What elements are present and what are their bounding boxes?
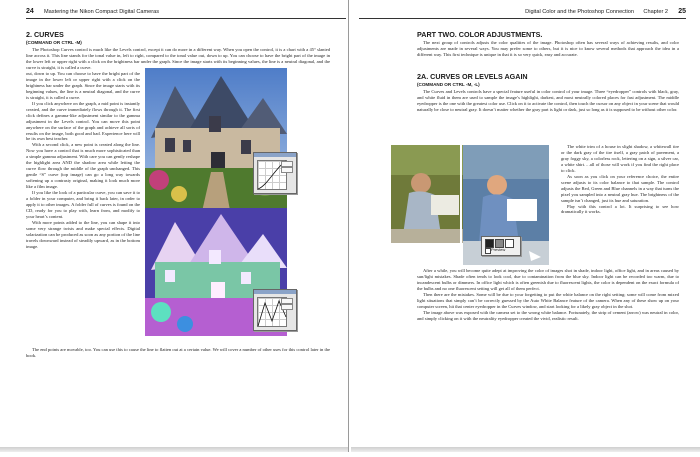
section-title-curves: 2. CURVES [26,30,64,39]
curves-paragraph-2: If you click anywhere on the graph, a mid point is instantly created, and the curve immediately flows through it. The first click defines a gamma-like adjustment similar to the gamma adjustment in the Levels control. You can move this point anywhere on the surface of the graph and achieve all sorts of results on the image, both good and bad. Experience here will be its own best teacher. [26,100,140,142]
eyedropper-panel [481,236,521,256]
left-page-number: 24 [26,8,34,15]
curves-paragraph-6: The end points are movable, too. You can use this to cause the line to flatten out at a certain value. We will cover a number of other uses for this control later in the book. [26,347,330,358]
curves-levels-text-beside [561,144,679,270]
curves-dialog-bottom-titlebar [254,290,296,294]
right-running-head: Digital Color and the Photoshop Connection [525,9,634,15]
curves-levels-paragraph-5: After a while, you will become quite adept at improving the color of images shot in shade, indoor light, office light, and in areas caused by sun/light mistakes. Shade often tends to look cool, due to contamination from the blue sky. Indoor light can be recorded too warm, due to incandescent bulbs or dimmers. In office light which is often greenish due to fluorescent lights, the color is dependent on the exact formula of the bulbs and no one fluorescent setting will get all of them perfect. [417,268,679,291]
curves-text-column [26,71,140,353]
curves-dialog-top-titlebar [254,153,296,157]
part-two-title: PART TWO. COLOR ADJUSTMENTS. [417,30,543,39]
white-balance-photos-art [391,145,549,265]
left-running-header [26,6,346,19]
curves-text-end [26,347,330,371]
part-two-intro [417,40,679,64]
curves-dialog-top [253,152,297,194]
curves-cancel-button-top[interactable] [281,167,293,173]
right-page-number: 25 [678,8,686,15]
curves-paragraph-3: With a second click, a new point is created along the line. Now you have a control that is much more sophisticated than a simple gamma adjustment. With care you can gently reshape the highlight area AND the shadow area while letting the curve flow through the middle of the graph unchanged. This gentle “S” curve (top image) can go a long way towards softening up a contrasty original, making it look much more like a film image. [26,142,140,190]
curves-command: (COMMAND OR CTRL -M) [26,40,82,45]
curves-levels-command: (COMMAND OR CTRL -M, -L) [417,82,480,87]
section-title-curves-levels: 2A. CURVES OR LEVELS AGAIN [417,72,528,81]
curves-cancel-button-bottom[interactable] [281,304,293,310]
right-chapter: Chapter 2 [643,9,668,15]
preview-label: Preview [491,247,506,252]
curves-levels-paragraph-4: Play with this control a lot. It surprising to see how dramatically it works. [561,203,679,215]
left-page-edge [0,447,348,452]
white-balance-photos [391,145,549,265]
curves-levels-paragraph-3: As soon as you click on your reference choice, the entire scene adjusts to its color balance to that sample. The control adjusts the Red, Green and Blue channels in a way that turns the pixel you sampled into a neutral gray hue. The brightness of the sample isn’t changed, just its hue and saturation. [561,173,679,203]
left-page [0,0,349,452]
curves-levels-paragraph-7: The image above was exposed with the camera set to the wrong white balance. Fortunately, the strip of cement (arrow) was neutral in color, and simply clicking on it with the neutrality eyedropper created the vivid, realistic result. [417,309,679,321]
curves-levels-paragraph-6: Then there are the mistakes. Some will be due to your forgetting to put the white balance on the right setting; some will come from mixed light situations that simply can’t be correctly guessed by the Auto White Balance feature of the camera. When any of these show up on your computer screen, hit that center eyedropper in the Curves window, and start looking for a likely gray object in the shot. [417,291,679,309]
left-running-head: Mastering the Nikon Compact Digital Cameras [44,9,160,15]
curves-levels-text-bottom [417,268,679,380]
right-page-edge [351,447,700,452]
curves-paragraph-1-cont: out, down to up. You can choose to have the bright part of the image in the lower left or upper right with a click on the brightness bar under the graph. Since the image starts with its beginning values, the line is a neutral diagonal, and the curve is straight, it is called a curve. [26,71,140,100]
curves-levels-text-top [417,89,679,137]
curves-dialog-bottom [253,289,297,331]
curves-paragraph-1: The Photoshop Curves control is much like the Levels control, except it can do more in a different way. When you open the control, it is a chart with a 45° slanted line across it. This line stands for the tonal value in, left to right, compared to the tonal value out, down to up. You can choose to have the bright part of the image in the lower left or upper right with a click on the brightness bar under the graph. Since the image starts with its beginning values, the line is a neutral diagonal, and the curve is straight, it is called a curve. [26,47,330,70]
right-running-header [359,6,686,19]
part-two-intro-text: The next group of controls adjusts the color qualities of the image. Photoshop often has several ways of achieving results, and color adjustments are made in several ways. You may prefer some to others, but it is nice to know several methods that approach the idea in a different way. This first technique is unique in that it is so very quick, easy and accurate. [417,40,679,57]
curves-levels-paragraph-1: The Curves and Levels controls have a special feature useful in color control of your image. Three “eyedropper” controls with black, gray, and white fluid in them are used to sample the image’s highlight, darkest, and most neutrally colored places for fast adjustment. The middle eyedropper is the one with the greatest color use. Click on it to activate the control, then touch the cursor on any object in your scene that would naturally be close to neutral gray. It doesn’t matter whether the gray part is light or dark, just so long as it is supposed to be without other color. [417,89,679,112]
white-eyedropper-icon[interactable] [505,239,514,248]
curves-levels-paragraph-2: The white trim of a house in slight shadow, a whitewall tire or the dark gray of the tire itself, a gray patch of pavement, a gray foggy sky, a colorless rock, lettering on a sign, a silver car, a white shirt….all of those will work if you find the right place to click. [561,144,679,173]
curves-paragraph-5: With more points added to the line, you can shape it into some very strange twists and make special effects. Digital solarization can be produced as soon as any portion of the line travels downward instead of steadily upward, as in the bottom image. [26,219,140,249]
curves-paragraph-4: If you like the look of a particular curve, you can save it to a folder in your computer, and bring it back later, in order to apply it to other images. A folder full of curves is found on the CD, ready for you to play with, learn from, and modify to your heart’s content. [26,190,140,219]
right-page [351,0,700,452]
